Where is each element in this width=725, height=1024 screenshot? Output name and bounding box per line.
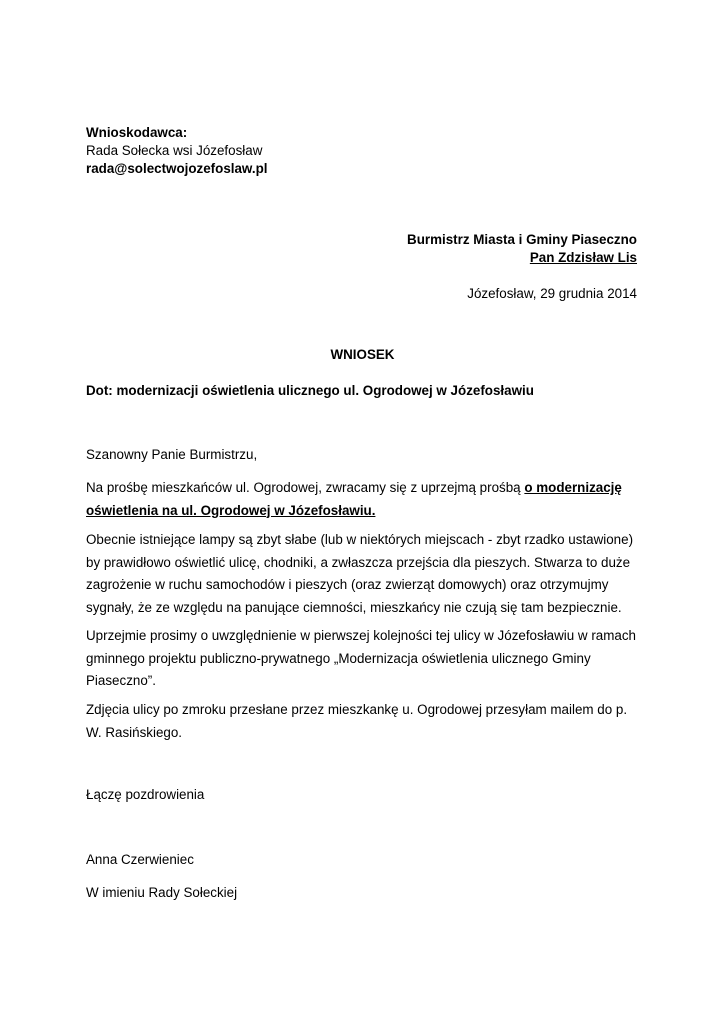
applicant-email: rada@solectwojozefoslaw.pl (86, 161, 268, 176)
paragraph-line: Obecnie istniejące lampy są zbyt słabe (lub w niektórych miejscach - zbyt rzadko ustawione) (86, 532, 634, 547)
paragraph-line: by prawidłowo oświetlić ulicę, chodniki, a zwłaszcza przejścia dla pieszych. Stwarza to duże (86, 554, 631, 570)
paragraph-request (86, 477, 646, 522)
paragraph-line: sygnały, że ze względu na panujące ciemności, mieszkańcy nie czują się tam bezpiecznie. (86, 599, 622, 615)
paragraph-photos (86, 699, 646, 744)
recipient-title: Burmistrz Miasta i Gminy Piaseczno (407, 232, 637, 247)
place-date: Józefosław, 29 grudnia 2014 (467, 286, 637, 301)
signature-name: Anna Czerwieniec (86, 852, 194, 867)
applicant-heading: Wnioskodawca: (86, 125, 188, 140)
paragraph-request-line-1 (86, 477, 646, 500)
signature-on-behalf: W imieniu Rady Sołeckiej (86, 885, 238, 900)
paragraph-line: Uprzejmie prosimy o uwzględnienie w pierwszej kolejności tej ulicy w Józefosławiu w ramach (86, 628, 636, 643)
subject-line: Dot: modernizacji oświetlenia ulicznego ul. Ogrodowej w Józefosławiu (86, 383, 534, 398)
applicant-name: Rada Sołecka wsi Józefosław (86, 143, 263, 158)
request-emphasis-2: oświetlenia na ul. Ogrodowej w Józefosławiu. (86, 502, 376, 518)
request-emphasis-1: o modernizację (524, 480, 622, 495)
paragraph-line: zagrożenie w ruchu samochodów i pieszych (oraz zwierząt domowych) oraz otrzymujmy (86, 577, 609, 592)
closing: Łączę pozdrowienia (86, 787, 205, 802)
recipient-name: Pan Zdzisław Lis (529, 250, 637, 265)
paragraph-line: Piaseczno”. (86, 673, 156, 688)
paragraph-line: W. Rasińskiego. (86, 724, 183, 740)
paragraph-project (86, 625, 646, 693)
salutation: Szanowny Panie Burmistrzu, (86, 447, 258, 462)
paragraph-line: Zdjęcia ulicy po zmroku przesłane przez mieszkankę u. Ogrodowej przesyłam mailem do p. (86, 702, 628, 717)
paragraph-justification (86, 529, 646, 619)
request-text: Na prośbę mieszkańców ul. Ogrodowej, zwracamy się z uprzejmą prośbą (86, 480, 525, 495)
document-title: WNIOSEK (330, 347, 395, 362)
paragraph-line: gminnego projektu publiczno-prywatnego „Modernizacja oświetlenia ulicznego Gminy (86, 650, 591, 666)
